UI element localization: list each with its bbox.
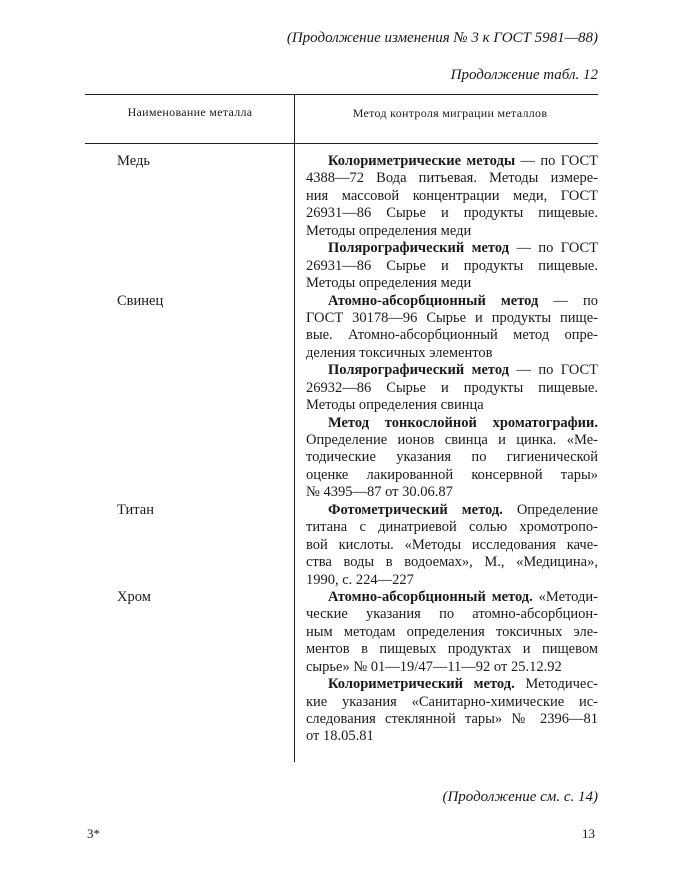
column-header-method: Метод контроля миграции металлов — [352, 106, 548, 120]
page-number: 13 — [582, 826, 595, 841]
method-line — [306, 484, 598, 501]
method-text: — по ГОСТ — [509, 240, 598, 257]
method-line — [306, 362, 598, 379]
methods-column — [306, 153, 598, 746]
method-text: ческие указания по атомно-абсорбцион- — [306, 606, 598, 623]
method-line — [306, 711, 598, 728]
method-text: ния массовой концентрации меди, ГОСТ — [306, 187, 598, 204]
method-line — [306, 380, 598, 397]
method-line — [306, 415, 598, 432]
metal-name: Хром — [117, 589, 151, 606]
method-text: вые. Атомно-абсорбционный метод опре- — [306, 327, 598, 344]
method-text: Методы определения свинца — [306, 397, 484, 414]
method-text: Методичес- — [514, 676, 598, 693]
method-line — [306, 606, 598, 623]
method-text: 26932—86 Сырье и продукты пищевые. — [306, 379, 598, 396]
method-line — [306, 502, 598, 519]
method-line — [306, 554, 598, 571]
method-line — [306, 694, 598, 711]
method-title: Колориметрический метод. — [328, 676, 515, 693]
column-divider — [294, 94, 295, 762]
method-text: оценке лакированной консервной тары» — [306, 466, 598, 483]
method-line — [306, 519, 598, 536]
method-text: 26931—86 Сырье и продукты пищевые. — [306, 257, 598, 274]
metal-name: Медь — [117, 153, 150, 169]
method-text: № 4395—87 от 30.06.87 — [306, 484, 453, 501]
method-line — [306, 310, 598, 327]
method-line — [306, 153, 598, 170]
method-line — [306, 537, 598, 554]
method-line — [306, 624, 598, 641]
method-text: следования стеклянной тары» № 2396—81 — [306, 711, 598, 727]
method-text: ным методам определения токсичных эле- — [306, 623, 598, 640]
method-line — [306, 467, 598, 484]
method-title: Полярографический метод — [328, 362, 510, 379]
method-line — [306, 659, 598, 676]
method-line — [306, 327, 598, 344]
method-line — [306, 293, 598, 310]
method-text: ГОСТ 30178—96 Сырье и продукты пище- — [306, 309, 598, 326]
method-line — [306, 449, 598, 466]
method-line — [306, 589, 598, 606]
method-text: Определение — [502, 501, 599, 518]
method-line — [306, 223, 598, 240]
method-text: «Методи- — [532, 588, 598, 605]
method-line — [306, 641, 598, 658]
method-line — [306, 205, 598, 222]
method-title: Атомно-абсорбционный метод. — [328, 588, 533, 605]
method-line — [306, 258, 598, 275]
method-text: — по — [538, 292, 598, 309]
method-title: Атомно-абсорбционный метод — [328, 292, 539, 309]
method-line — [306, 572, 598, 589]
method-text: 26931—86 Сырье и продукты пищевые. — [306, 205, 598, 222]
method-text: от 18.05.81 — [306, 728, 374, 745]
method-text: 1990, с. 224—227 — [306, 571, 414, 588]
column-header-metal: Наименование металла — [127, 105, 253, 119]
table-continuation-label: Продолжение табл. 12 — [450, 67, 598, 83]
continuation-footer: (Продолжение см. с. 14) — [442, 789, 598, 805]
method-text: тодические указания по гигиенической — [306, 449, 598, 466]
table-header-rule — [85, 143, 598, 144]
method-text: титана с динатриевой солью хромотропо- — [306, 519, 598, 536]
method-title: Полярографический метод — [328, 240, 510, 257]
method-line — [306, 170, 598, 187]
amendment-header: (Продолжение изменения № 3 к ГОСТ 5981—88) — [286, 30, 598, 46]
method-text: — по ГОСТ — [515, 153, 598, 169]
method-title: Метод тонкослойной хроматографии. — [328, 414, 598, 431]
method-text: 4388—72 Вода питьевая. Методы измере- — [306, 170, 598, 187]
metal-name: Свинец — [117, 292, 164, 309]
method-line — [306, 188, 598, 205]
method-line — [306, 275, 598, 292]
method-text: ства воды в водоемах», М., «Медицина», — [306, 554, 598, 571]
method-line — [306, 240, 598, 257]
method-text: Методы определения меди — [306, 222, 472, 239]
method-line — [306, 345, 598, 362]
method-line — [306, 728, 598, 745]
method-text: сырье» № 01—19/47—11—92 от 25.12.92 — [306, 658, 562, 675]
method-title: Фотометрический метод. — [328, 501, 503, 518]
metal-name: Титан — [117, 502, 154, 518]
method-text: кие указания «Санитарно-химические ис- — [306, 693, 598, 710]
table-top-rule — [85, 94, 598, 95]
method-text: Определение ионов свинца и цинка. «Ме- — [306, 432, 598, 448]
method-text: Методы определения меди — [306, 275, 472, 292]
method-title: Колориметрические методы — [328, 153, 516, 169]
method-line — [306, 397, 598, 414]
method-text: ментов в пищевых продуктах и пищевом — [306, 641, 598, 658]
method-text: — по ГОСТ — [509, 362, 598, 379]
method-text: вой кислоты. «Методы исследования каче- — [306, 536, 598, 553]
method-text: деления токсичных элементов — [306, 344, 493, 361]
sheet-mark: 3* — [87, 826, 100, 841]
method-line — [306, 432, 598, 449]
method-line — [306, 676, 598, 693]
